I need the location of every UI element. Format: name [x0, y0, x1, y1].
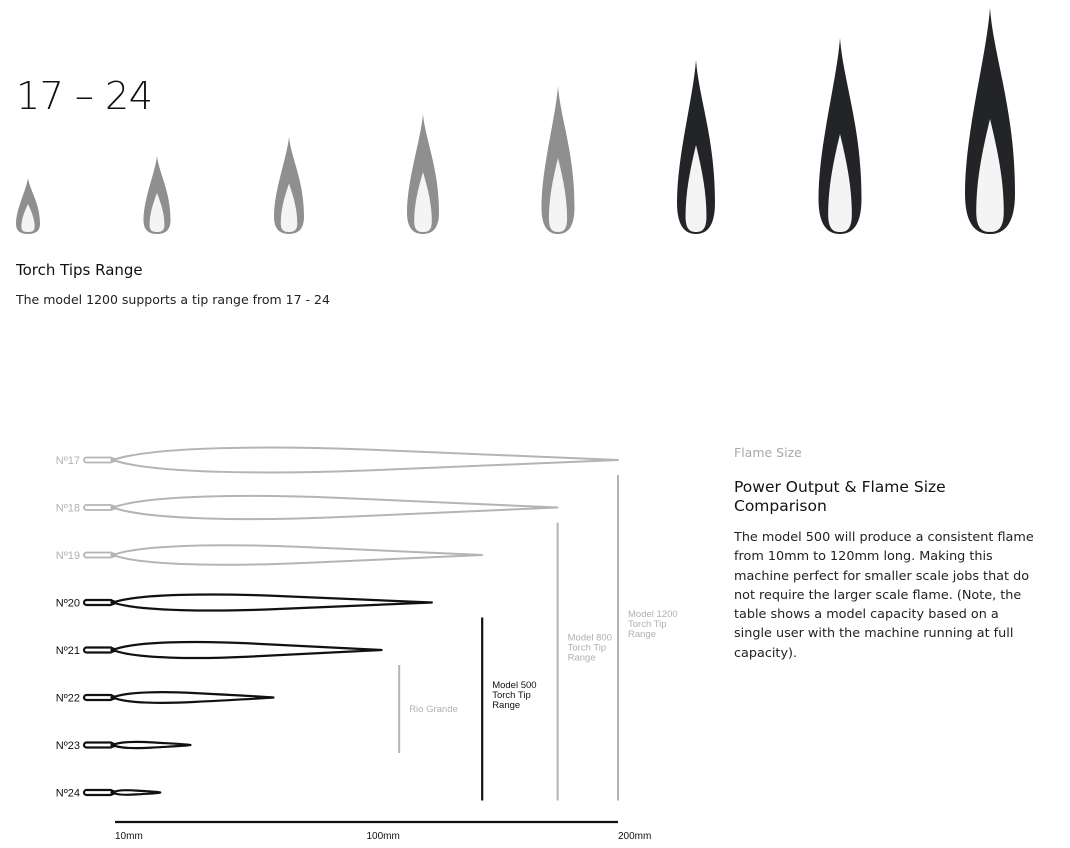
- flame-outline: [113, 595, 432, 611]
- nozzle-icon: [84, 743, 113, 748]
- flame-outline: [113, 642, 382, 658]
- tip-label: Nº20: [55, 597, 80, 610]
- flame-outline: [113, 790, 160, 794]
- model-range-bracket: [558, 523, 612, 801]
- flame-outline: [113, 496, 558, 519]
- model-range-bracket: [618, 475, 678, 801]
- flame-row: [56, 788, 160, 800]
- flame-tip-23-icon: [819, 38, 862, 234]
- flame-outline: [113, 742, 190, 748]
- nozzle-icon: [84, 695, 113, 700]
- tip-label: Nº18: [55, 502, 80, 515]
- axis-tick-label: 100mm: [366, 831, 400, 842]
- flame-size-info: [734, 445, 1034, 663]
- torch-tips-heading: Torch Tips Range: [16, 261, 143, 279]
- flame-row: [56, 740, 191, 752]
- flame-row: [56, 642, 382, 658]
- nozzle-icon: [84, 648, 113, 653]
- nozzle-icon: [84, 505, 113, 510]
- nozzle-icon: [84, 600, 113, 605]
- flame-row: [56, 545, 482, 565]
- nozzle-icon: [84, 790, 113, 795]
- axis-tick-label: 10mm: [115, 831, 143, 842]
- flame-tip-24-icon: [965, 8, 1015, 234]
- nozzle-icon: [84, 553, 113, 558]
- flame-tip-19-icon: [274, 137, 304, 234]
- flame-row: [56, 595, 432, 611]
- flame-tip-icons: [0, 0, 1070, 250]
- bracket-label: Model 500 Torch Tip Range: [492, 680, 537, 711]
- flame-size-description: The model 500 will produce a consistent flame from 10mm to 120mm long. Making this machine perfect for smaller scale jobs that do not require the larger scale flame. (Note, the table shows a model capacity based on a single user with the machine running at full capacity).: [734, 530, 1034, 661]
- bracket-label: Model 800 Torch Tip Range: [567, 632, 613, 664]
- tip-range-title: 17 – 24: [16, 74, 153, 118]
- nozzle-icon: [84, 458, 113, 463]
- flame-size-eyebrow: Flame Size: [734, 445, 802, 460]
- flame-tip-18-icon: [144, 156, 171, 234]
- flame-row: [56, 496, 558, 519]
- torch-tips-text: The model 1200 supports a tip range from 17 - 24: [16, 292, 330, 307]
- model-range-bracket: [482, 618, 536, 801]
- flame-outline: [113, 448, 618, 473]
- power-output-heading: Power Output & Flame Size Comparison: [734, 478, 946, 515]
- flame-tip-20-icon: [407, 114, 439, 234]
- bracket-label: Model 1200 Torch Tip Range: [628, 608, 678, 640]
- tip-label: Nº24: [55, 787, 80, 800]
- bracket-label: Rio Grande: [409, 704, 458, 715]
- flame-size-diagram: [0, 430, 700, 848]
- length-axis: [115, 822, 651, 842]
- flame-row: [56, 692, 274, 704]
- flame-row: [56, 448, 618, 473]
- model-range-bracket: [399, 665, 458, 753]
- flame-outline: [113, 545, 482, 565]
- flame-outline: [113, 692, 273, 703]
- flame-tip-22-icon: [677, 60, 715, 234]
- tip-label: Nº22: [55, 692, 80, 705]
- flame-tip-21-icon: [542, 86, 575, 234]
- tip-label: Nº21: [55, 645, 80, 657]
- tip-label: Nº23: [55, 740, 80, 752]
- tip-label: Nº17: [55, 455, 80, 467]
- flame-tip-17-icon: [16, 178, 40, 234]
- tip-label: Nº19: [55, 550, 80, 562]
- axis-tick-label: 200mm: [618, 831, 652, 842]
